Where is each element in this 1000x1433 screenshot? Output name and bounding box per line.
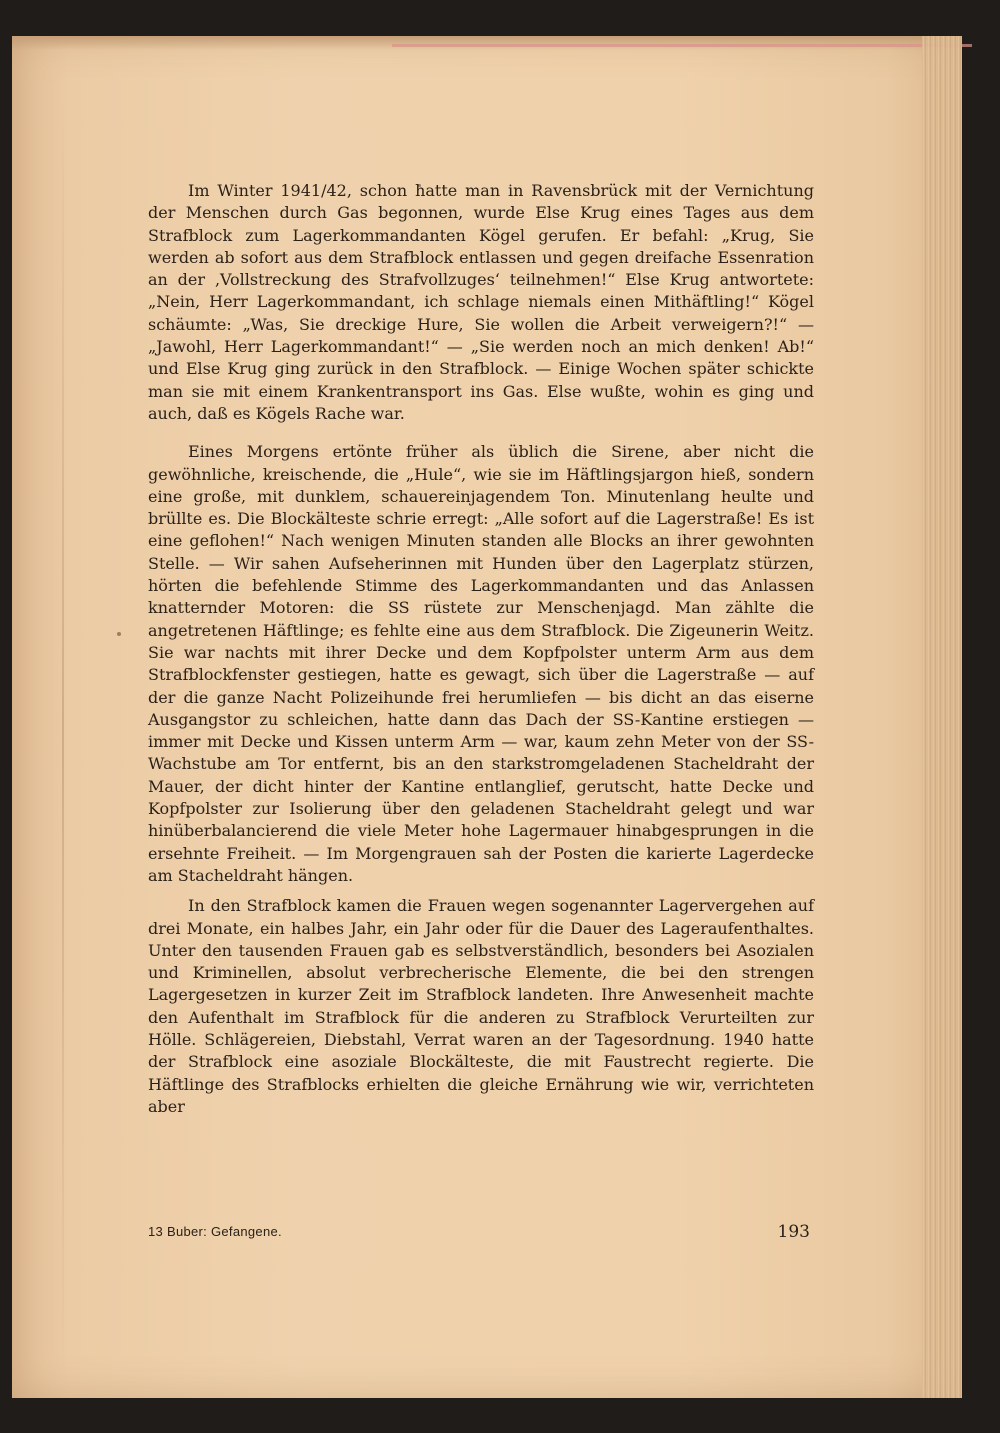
page-stack-edges [922,36,962,1398]
paragraph: In den Strafblock kamen die Frauen wegen sogenannter Lagervergehen auf drei Monate, ein halbes Jahr, ein Jahr oder für die Dauer des Lageraufenthaltes. Unter den tausenden Frauen gab es selbstverständlich, besonders bei Asozialen und Kriminellen, absolut verbrecherische Elemente, die bei den strengen Lagergesetzen in kurzer Zeit im Strafblock landeten. Ihre Anwesenheit machte den Aufenthalt im Strafblock für die anderen zu Strafblock Verurteilten zur Hölle. Schlägereien, Diebstahl, Verrat waren an der Tagesordnung. 1940 hatte der Strafblock eine asoziale Blockälteste, die mit Faustrecht regierte. Die Häftlinge des Strafblocks erhielten die gleiche Ernährung wie wir, verrichteten aber [148,896,814,1116]
page-top-edge [12,36,962,50]
page-gutter [62,96,64,1386]
page-footer [148,1222,814,1252]
page-edge-mark [392,44,972,47]
paper-speck [117,632,121,636]
page-number: 193 [777,1222,810,1242]
paragraph: Eines Morgens ertönte früher als üblich die Sirene, aber nicht die gewöhnliche, kreischende, die „Hule“, wie sie im Häftlingsjargon hieß, sondern eine große, mit dunklem, schauereinjagendem Ton. Minutenlang heulte und brüllte es. Die Blockälteste schrie erregt: „Alle sofort auf die Lagerstraße! Es ist eine geflohen!“ Nach wenigen Minuten standen alle Blocks an ihrer gewohnten Stelle. — Wir sahen Aufseherinnen mit Hunden über den Lagerplatz stürzen, hörten die befehlende Stimme des Lagerkommandanten und das Anlassen knatternder Motoren: die SS rüstete zur Menschenjagd. Man zählte die angetretenen Häftlinge; es fehlte eine aus dem Strafblock. Die Zigeunerin Weitz. Sie war nachts mit ihrer Decke und dem Kopfpolster unterm Arm aus dem Strafblockfenster gestiegen, hatte es gewagt, sich über die Lagerstraße — auf der die ganze Nacht Polizeihunde frei herumliefen — bis dicht an das eiserne Ausgangstor zu schleichen, hatte dann das Dach der SS-Kantine erstiegen — immer mit Decke und Kissen unterm Arm — war, kaum zehn Meter von der SS-Wachstube am Tor entfernt, bis an den starkstromgeladenen Stacheldraht der Mauer, der dicht hinter der Kantine entlanglief, gerutscht, hatte Decke und Kopfpolster zur Isolierung über den geladenen Stacheldraht gelegt und war hinüberbalancierend die viele Meter hohe Lagermauer hinabgesprungen in die ersehnte Freiheit. — Im Morgengrauen sah der Posten die karierte Lagerdecke am Stacheldraht hängen. [148,442,814,885]
body-text [148,180,814,1118]
footer-signature: 13 Buber: Gefangene. [148,1224,282,1239]
paragraph: Im Winter 1941/42, schon hatte man in Ravensbrück mit der Vernichtung der Menschen durch Gas begonnen, wurde Else Krug eines Tages aus dem Strafblock zum Lagerkommandanten Kögel gerufen. Er befahl: „Krug, Sie werden ab sofort aus dem Strafblock entlassen und gegen dreifache Essenration an der ‚Vollstreckung des Strafvollzuges‘ teilnehmen!“ Else Krug antwortete: „Nein, Herr Lagerkommandant, ich schlage niemals einen Mithäftling!“ Kögel schäumte: „Was, Sie dreckige Hure, Sie wollen die Arbeit verweigern?!“ — „Jawohl, Herr Lagerkommandant!“ — „Sie werden noch an mich denken! Ab!“ und Else Krug ging zurück in den Strafblock. — Einige Wochen später schickte man sie mit einem Krankentransport ins Gas. Else wußte, wohin es ging und auch, daß es Kögels Rache war. [148,181,814,423]
